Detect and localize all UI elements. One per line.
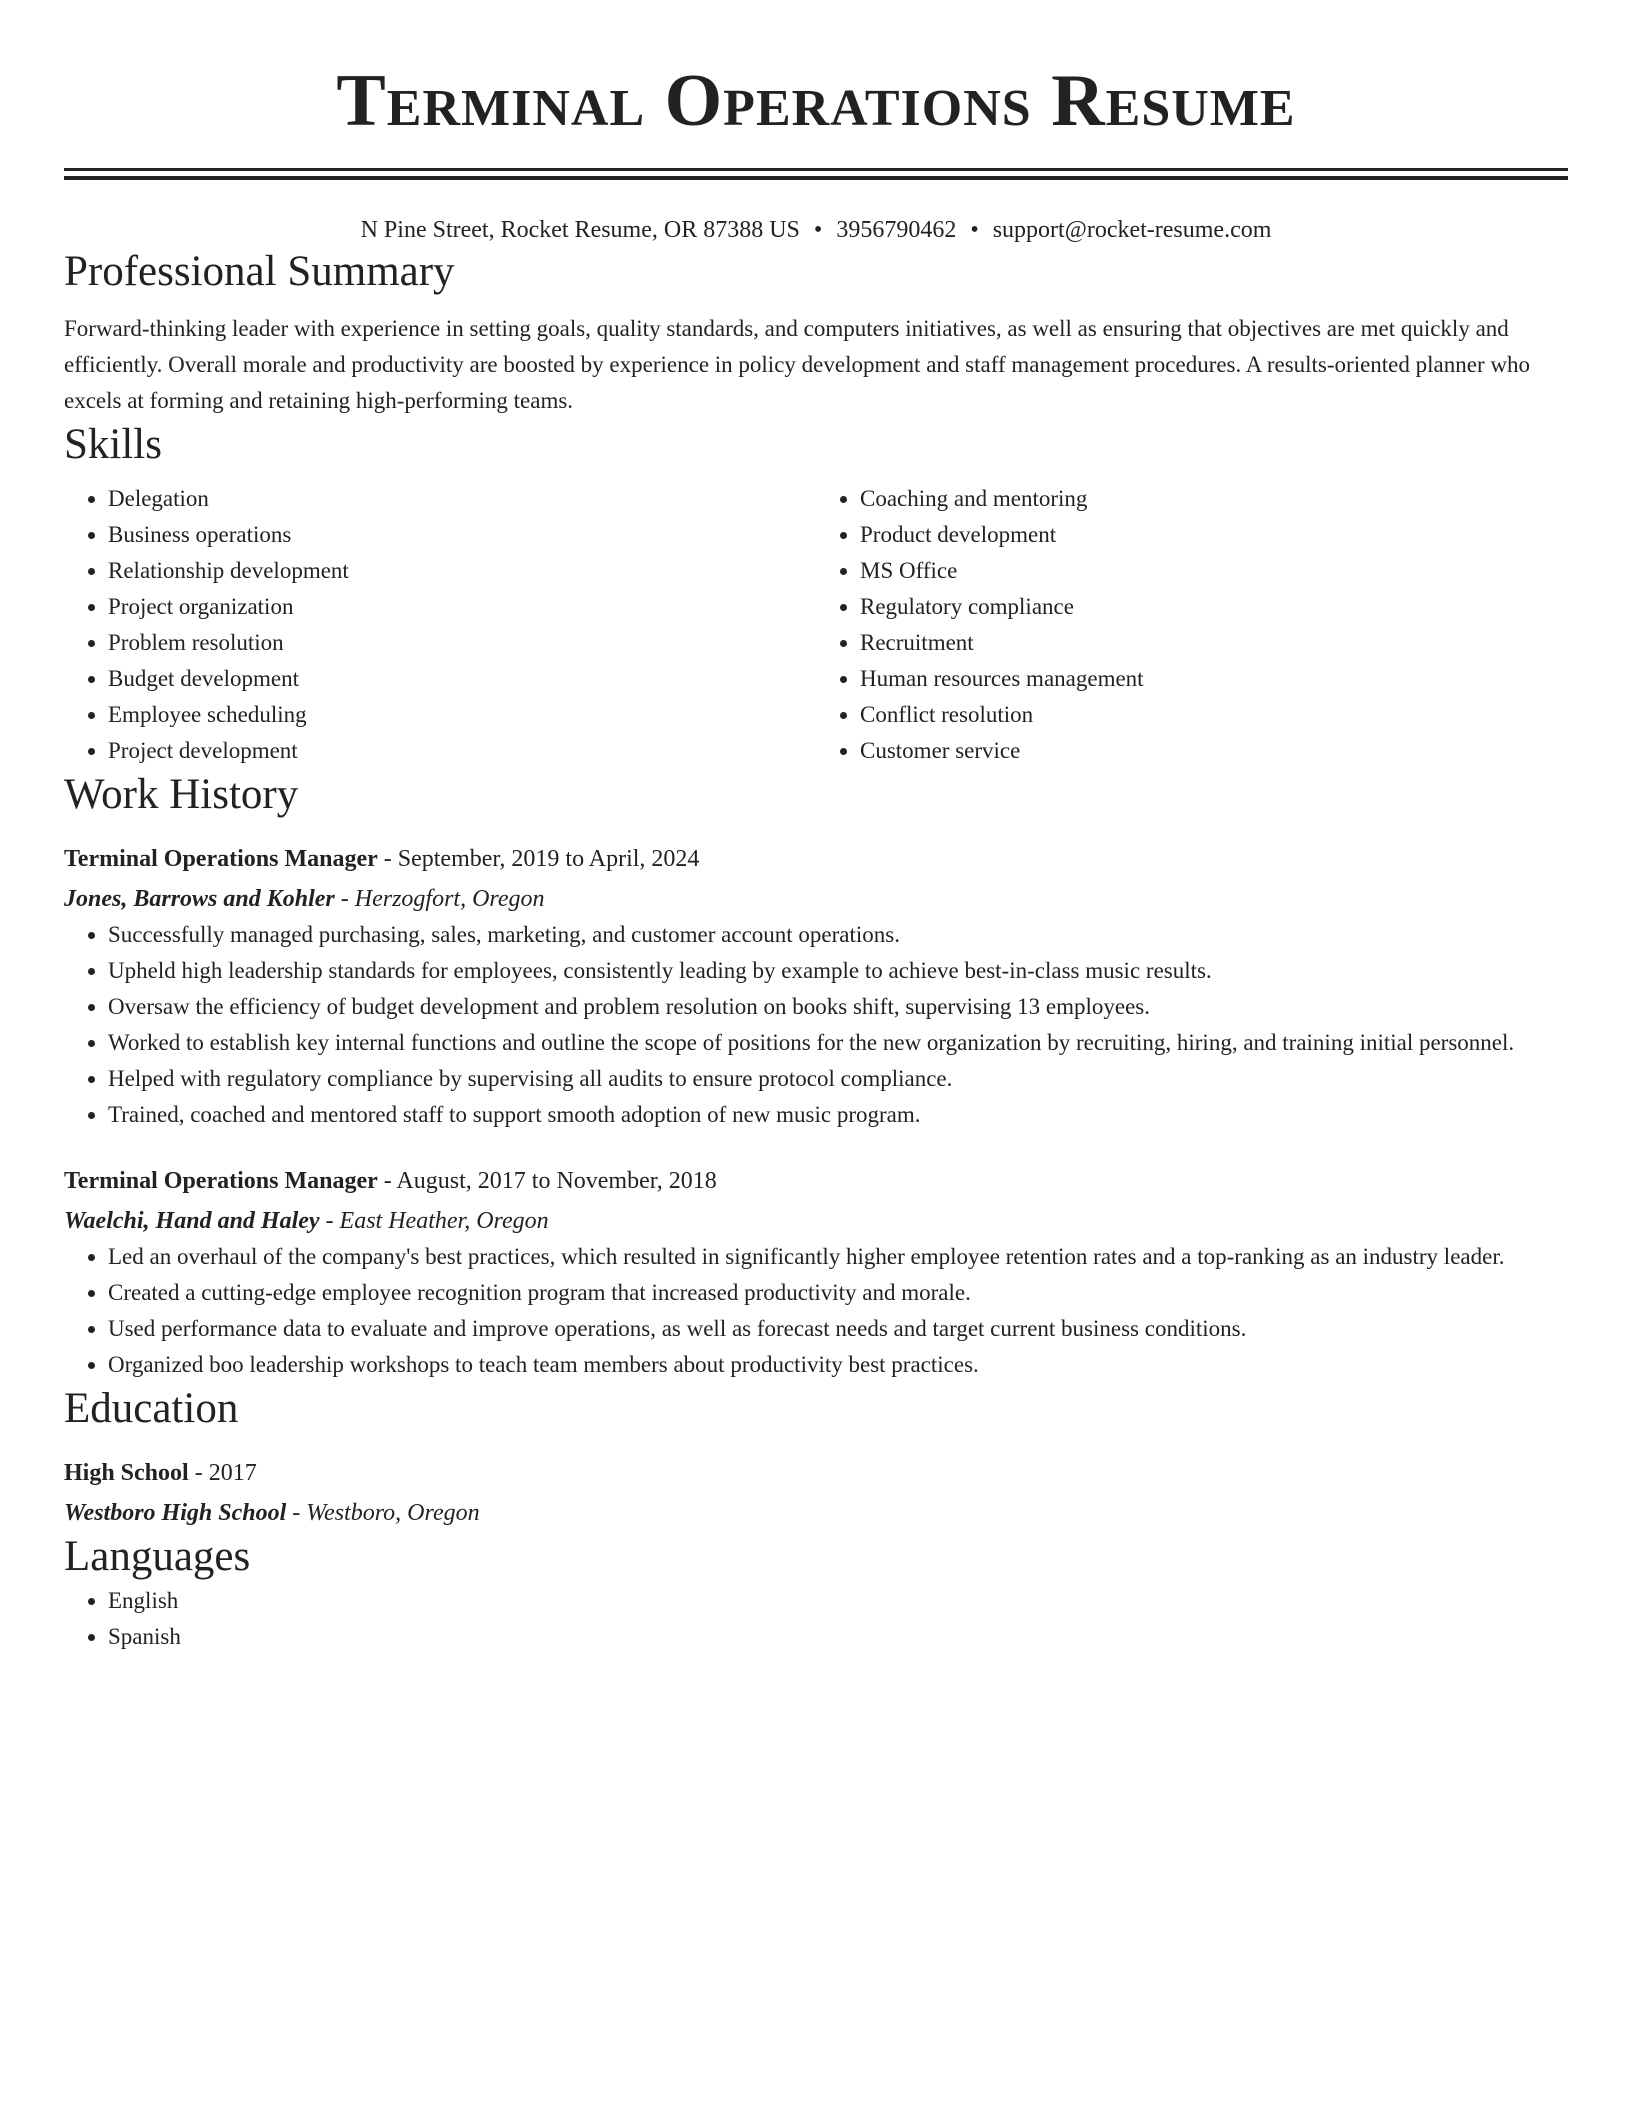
contact-separator: • [813, 217, 823, 243]
skill-item: • Relationship development [108, 553, 816, 589]
employer-location: - East Heather, Oregon [319, 1208, 549, 1234]
skill-item: • Regulatory compliance [860, 589, 1568, 625]
job-bullet: • Worked to establish key internal functions and outline the scope of positions for the new organization by recruiting, hiring, and training initial personnel. [108, 1025, 1568, 1061]
skill-item: • Budget development [108, 661, 816, 697]
employer-line [64, 1203, 1568, 1239]
language-item: • English [108, 1583, 1568, 1619]
resume-title: Terminal Operations Resume [336, 60, 1296, 142]
skill-item: • Project organization [108, 589, 816, 625]
job-bullet: • Trained, coached and mentored staff to support smooth adoption of new music program. [108, 1097, 1568, 1133]
job-dates: - September, 2019 to April, 2024 [377, 846, 700, 872]
job-bullet: • Organized boo leadership workshops to teach team members about productivity best practices. [108, 1347, 1568, 1383]
employer-name: Jones, Barrows and Kohler [64, 886, 335, 912]
title-rule-bottom [64, 176, 1568, 180]
education-degree: High School [64, 1460, 189, 1486]
skills-heading: Skills [64, 421, 162, 468]
skill-item: • Recruitment [860, 625, 1568, 661]
job-bullet: • Led an overhaul of the company's best practices, which resulted in significantly higher employee retention rates and a top-ranking as an industry leader. [108, 1239, 1568, 1275]
skill-item: • Project development [108, 733, 816, 769]
contact-separator: • [970, 217, 979, 243]
education-year: - 2017 [188, 1460, 257, 1486]
languages-list [64, 1583, 1568, 1655]
contact-phone: 3956790462 [836, 217, 957, 243]
education-school-line [64, 1495, 1568, 1531]
employer-name: Waelchi, Hand and Haley [64, 1208, 320, 1234]
title-rule-top [64, 168, 1568, 171]
education-heading: Education [64, 1385, 239, 1432]
language-item: • Spanish [108, 1619, 1568, 1655]
contact-email: support@rocket-resume.com [992, 217, 1272, 243]
job-title-line [64, 841, 1568, 877]
job-bullet: • Upheld high leadership standards for employees, consistently leading by example to achieve best-in-class music results. [108, 953, 1568, 989]
job-bullet-list [64, 917, 1568, 1133]
work-history-heading: Work History [64, 771, 299, 818]
skill-item: • Coaching and mentoring [860, 481, 1568, 517]
job-bullet-list [64, 1239, 1568, 1383]
education-degree-line [64, 1455, 1568, 1491]
contact-address: N Pine Street, Rocket Resume, OR 87388 US [360, 217, 800, 243]
contact-line [64, 214, 1568, 246]
skill-item: • Human resources management [860, 661, 1568, 697]
employer-location: - Herzogfort, Oregon [334, 886, 545, 912]
skills-columns [64, 481, 1568, 769]
job-bullet: • Oversaw the efficiency of budget development and problem resolution on books shift, supervising 13 employees. [108, 989, 1568, 1025]
job-dates: - August, 2017 to November, 2018 [377, 1168, 717, 1194]
employer-line [64, 881, 1568, 917]
education-school: Westboro High School [64, 1500, 287, 1526]
job-title: Terminal Operations Manager [64, 1168, 378, 1194]
skill-item: • Employee scheduling [108, 697, 816, 733]
skill-item: • Problem resolution [108, 625, 816, 661]
summary-heading: Professional Summary [64, 248, 455, 295]
skill-item: • Conflict resolution [860, 697, 1568, 733]
job-bullet: • Created a cutting-edge employee recognition program that increased productivity and morale. [108, 1275, 1568, 1311]
skill-item: • Business operations [108, 517, 816, 553]
summary-text: Forward-thinking leader with experience in setting goals, quality standards, and computers initiatives, as well as ensuring that objectives are met quickly and efficiently. Overall morale and productivity are boosted by experience in policy development and staff management procedures. A results-oriented planner who excels at forming and retaining high-performing teams. [64, 316, 1530, 413]
job-bullet: • Used performance data to evaluate and improve operations, as well as forecast needs and target current business conditions. [108, 1311, 1568, 1347]
job-title-line [64, 1163, 1568, 1199]
skill-item: • MS Office [860, 553, 1568, 589]
skills-list-right [816, 481, 1568, 769]
skills-list-left [64, 481, 816, 769]
job-title: Terminal Operations Manager [64, 846, 378, 872]
skill-item: • Customer service [860, 733, 1568, 769]
languages-heading: Languages [64, 1533, 251, 1580]
job-bullet: • Helped with regulatory compliance by supervising all audits to ensure protocol compliance. [108, 1061, 1568, 1097]
job-bullet: • Successfully managed purchasing, sales, marketing, and customer account operations. [108, 917, 1568, 953]
skill-item: • Delegation [108, 481, 816, 517]
education-location: - Westboro, Oregon [286, 1500, 480, 1526]
skill-item: • Product development [860, 517, 1568, 553]
